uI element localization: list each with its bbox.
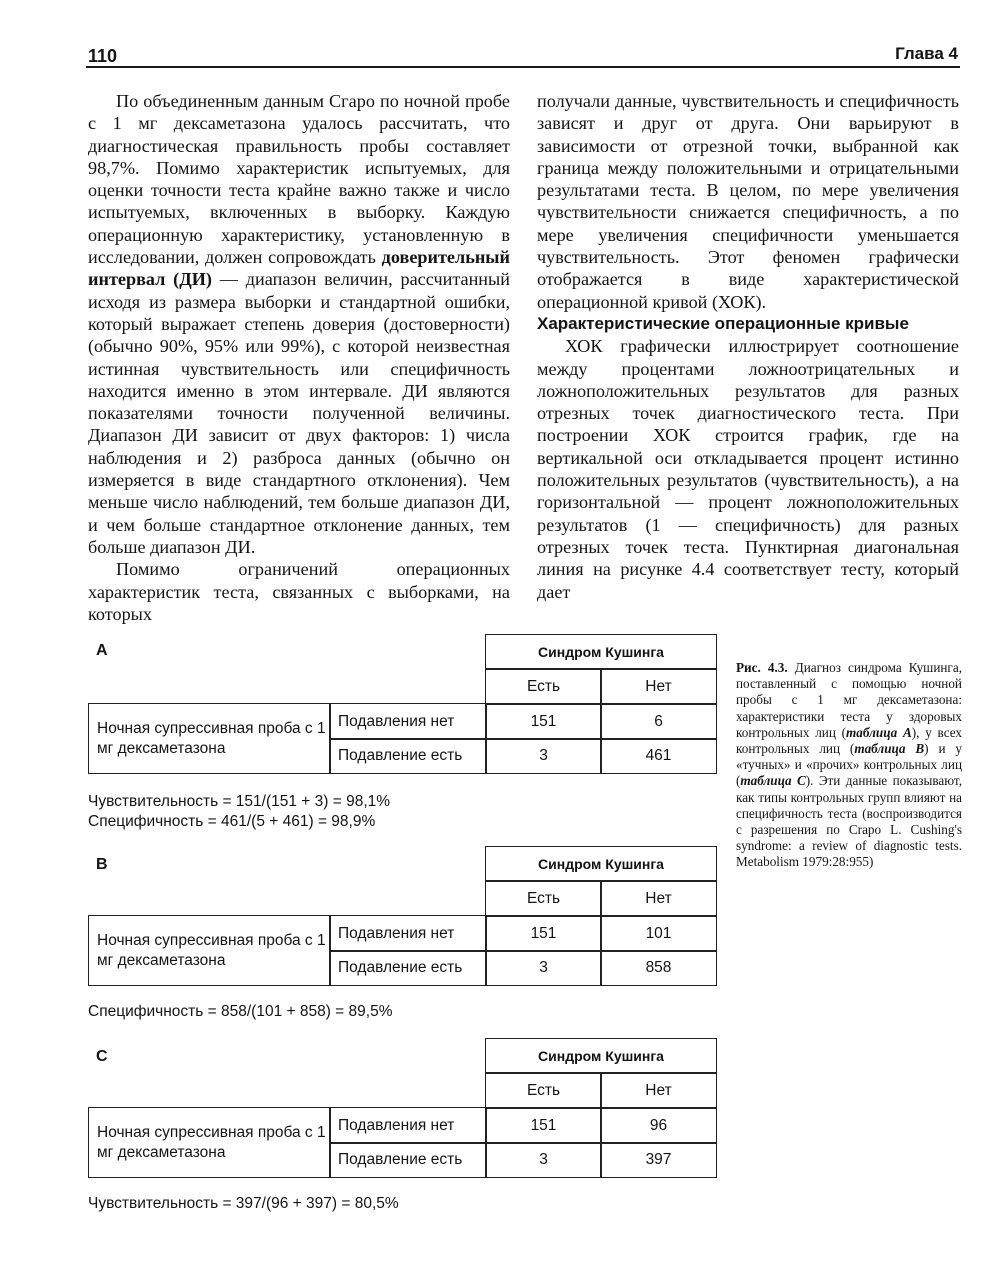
table-a-label: A — [96, 642, 108, 659]
row2-no: 397 — [600, 1142, 717, 1178]
sensitivity-formula: Чувствительность = 151/(151 + 3) = 98,1% — [88, 793, 391, 810]
caption-text: ). Эти данные показывают, как типы контрольных групп влияют на специфичность теста (воспроизводится с разрешения по Crapo L. Cushing's syndrome: a review of diagnostic tests. Metabolism 1979:28:955) — [736, 773, 962, 870]
col-header-no: Нет — [600, 880, 717, 917]
row2-yes: 3 — [485, 738, 602, 774]
sensitivity-formula: Чувствительность = 397/(96 + 397) = 80,5% — [88, 1195, 399, 1212]
right-paragraph-1: получали данные, чувствительность и специфичность зависят и друг от друга. Они варьируют в зависимости от отрезной точки, выбранной как граница между положительными и отрицательными результатами теста. В целом, по мере увеличения чувствительности снижается специфичность, а по мере увеличения специфичности уменьшается чувствительность. Этот феномен графически отображается в виде характеристической операционной кривой (ХОК). — [537, 91, 959, 312]
col-header-no: Нет — [600, 1072, 717, 1109]
row2-yes: 3 — [485, 1142, 602, 1178]
table-c-formulas — [88, 1194, 399, 1214]
col-header-no: Нет — [600, 668, 717, 705]
table-b-label: B — [96, 856, 108, 873]
row2-label: Подавление есть — [329, 738, 487, 774]
figure-caption — [736, 660, 962, 871]
left-paragraph-2: Помимо ограничений операционных характеристик теста, связанных с выборками, на которых — [88, 559, 510, 624]
row2-label: Подавление есть — [329, 1142, 487, 1178]
group-header: Синдром Кушинга — [485, 846, 717, 882]
caption-text: ), у всех контрольных лиц ( — [736, 724, 962, 757]
row1-yes: 151 — [485, 915, 602, 952]
table-c-label: C — [96, 1048, 108, 1065]
figure-label: Рис. 4.3. — [736, 660, 788, 675]
table-b-formulas — [88, 1002, 393, 1022]
caption-text: ) и у «тучных» и «прочих» контрольных лиц ( — [736, 741, 962, 789]
paragraph-text: — диапазон величин, рассчитанный исходя из размера выборки и стандартной ошибки, который выражает степень доверия (достоверности) (обычно 90%, 95% или 99%), с которой неизвестная истинная чувствительность или специфичность находится именно в этом интервале. ДИ являются показателями точности полученной величины. Диапазон ДИ зависит от двух факторов: 1) числа наблюдения и 2) разброса данных (обычно он измеряется в виде стандартного отклонения). Чем меньше число наблюдений, тем больше диапазон ДИ, и чем больше стандартное отклонение данных, тем больше диапазон ДИ. — [88, 269, 510, 557]
col-header-yes: Есть — [485, 880, 602, 917]
left-column — [88, 90, 510, 625]
row1-yes: 151 — [485, 1107, 602, 1144]
row2-label: Подавление есть — [329, 950, 487, 986]
specificity-formula: Специфичность = 461/(5 + 461) = 98,9% — [88, 813, 376, 830]
row-header: Ночная супрессивная проба с 1 мг дексаметазона — [88, 915, 331, 986]
table-a-formulas — [88, 792, 390, 832]
row1-label: Подавления нет — [329, 703, 487, 740]
row1-no: 96 — [600, 1107, 717, 1144]
row-header: Ночная супрессивная проба с 1 мг дексаметазона — [88, 1107, 331, 1178]
header-rule — [86, 66, 960, 68]
row2-no: 858 — [600, 950, 717, 986]
table-b-ref: таблица B — [854, 741, 925, 757]
section-heading: Характеристические операционные кривые — [537, 313, 909, 333]
table-c-ref: таблица C — [740, 773, 806, 789]
left-paragraph-1 — [88, 90, 510, 558]
bold-term: доверительный интервал (ДИ) — [88, 247, 510, 290]
page-number: 110 — [88, 46, 118, 66]
table-a-ref: таблица A — [846, 724, 912, 740]
row-header: Ночная супрессивная проба с 1 мг дексаметазона — [88, 703, 331, 774]
group-header: Синдром Кушинга — [485, 1038, 717, 1074]
row1-no: 101 — [600, 915, 717, 952]
row1-label: Подавления нет — [329, 915, 487, 952]
row1-no: 6 — [600, 703, 717, 740]
caption-text: Диагноз синдрома Кушинга, поставленный с помощью ночной пробы с 1 мг дексаметазона: характеристики теста у здоровых контрольных лиц ( — [736, 660, 962, 740]
chapter-title: Глава 4 — [895, 44, 958, 63]
specificity-formula: Специфичность = 858/(101 + 858) = 89,5% — [88, 1003, 393, 1020]
row2-yes: 3 — [485, 950, 602, 986]
row1-label: Подавления нет — [329, 1107, 487, 1144]
paragraph-text: По объединенным данным Сгаро по ночной пробе с 1 мг дексаметазона удалось рассчитать, что диагностическая правильность пробы составляет 98,7%. Помимо характеристик испытуемых, для оценки точности теста крайне важно также и число испытуемых, включенных в выборку. Каждую операционную характеристику, установленную в исследовании, должен сопровождать — [88, 91, 510, 268]
right-column — [537, 90, 959, 603]
col-header-yes: Есть — [485, 1072, 602, 1109]
row2-no: 461 — [600, 738, 717, 774]
row1-yes: 151 — [485, 703, 602, 740]
col-header-yes: Есть — [485, 668, 602, 705]
group-header: Синдром Кушинга — [485, 634, 717, 670]
right-paragraph-2: ХОК графически иллюстрирует соотношение между процентами ложноотрицательных и ложноположительных результатов для разных отрезных точек диагностического теста. При построении ХОК строится график, где на вертикальной оси откладывается процент истинно положительных результатов (чувствительность), а на горизонтальной — процент ложноположительных результатов (1 — специфичность) для разных отрезных точек теста. Пунктирная диагональная линия на рисунке 4.4 соответствует тесту, который дает — [537, 336, 959, 602]
